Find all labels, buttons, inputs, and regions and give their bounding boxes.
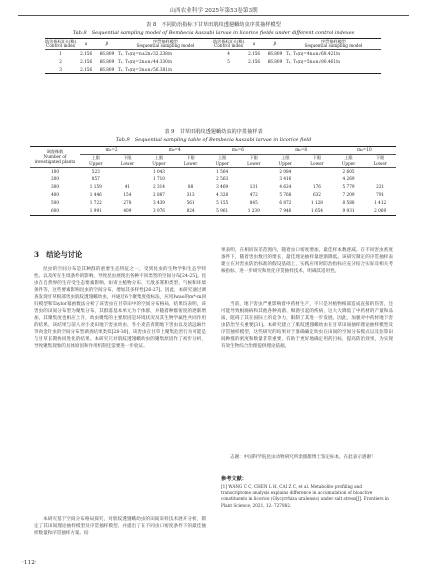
table-row: 1 2.156 66.809 T₁, T₂(n)=n±2n√32.238/n 4 2.156 66.809 T₁, T₂(n)=4n±n√68.421/n [59,51,340,57]
table-row: 500 1 722 278 3 439 561 5 155 845 6 872 1 128 8 588 1 412 [51,200,387,206]
t8-col-control-cn-2: 防治指标/(头/株) [212,39,245,44]
table-row: 600 1 991 409 3 976 824 5 961 1 239 7 946 1 654 9 931 2 069 [30,208,396,216]
table8-caption-cn: 表 8 不同防治指标下甘草田肌纹透翅蛾幼虫序贯抽样模型 [146,22,281,28]
t8-col-b-2: β [273,41,277,47]
t8-col-model-cn-2: 序贯抽样模型 [320,39,346,44]
t8-col-control-en: Control index [46,43,76,49]
body-paragraph: 本研究基于空间分布格局探究，对肌纹透翅蛾幼虫的田间采样技术展开分析，制定了其田间理论抽样模型及序贯抽样模型，并提出了在不同虫口密度条件下的最佳抽样数量和序贯抽样方案。结 [34,517,206,536]
t8-col-a: a [84,41,88,47]
table-row: 2 2.156 66.809 T₁, T₂(n)=2n±n√44.330/n 5 2.156 66.809 T₁, T₂(n)=5n±n√80.461/n [59,58,340,64]
body-paragraph: 当前，地下害虫严重影响着中药材生产，不只是对植物根部造成直接的伤害，还可能导致根腐病和其他各种真菌、细菌引起的疾病，这大大降低了中药材的产量和品质，阻碍了其在国际上的竞争力，限制了其进一步发展。因此，加强对中药材地下害虫防治至关重要[31]。本研究建立了肌纹透翅蛾幼虫在甘草田间抽样理论抽样模型及序贯抽样模型，这些研究的结果对于准确确定幼虫在田间的空间分布模式以及估算田间种群的密度和数量非常重要，有助于更好地确定用药目标，提高防治效果，为实现有效生物综合治理提供理论依据。 [221,302,393,349]
t8-col-model-en: Sequential sampling model [136,43,195,49]
t8-col-a-2: a [252,41,256,47]
acknowledgement: 志谢：中国科学院昆虫动物研究所余甜甜博士鉴定标本，在此表示感谢！ [230,455,376,460]
header-rule [18,15,409,16]
section-title: 3 结论与讨论 [34,250,83,259]
table9-caption-cn: 表 9 甘草田肌纹透翅蛾幼虫的序贯抽样表 [164,129,263,135]
table9: 调查株数 Number of investigated plants m₀=2 m₀=4 m₀=6 m₀=8 m₀=10 上限 下限 上限 下限 上限 下限 上限 下限 上限 下限 Upper Lower Upper Lower Upper Lower Upper Lower Upper Lower 100 523 1 043 1 564 2 084 2 605 200 857 1 710 2 563 3 416 4 269 300 1 159 41 2 314 88 3 469 131 4 624 176 5 779 221 400 1 446 154 2 887 313 4 328 472 5 768 632 7 209 791 500 1 722 278 3 439 561 5 155 845 6 872 1 128 8 588 1 412 600 1 991 409 3 976 824 5 961 1 239 7 946 1 654 9 931 2 069 [30,146,396,216]
body-paragraph: 昆虫的空间分布是其种群的重要生态特征之一，受到昆虫的生物学和生态学特性、以及所在生境条件的影响，导致昆虫展现出各种不同类型的空间分布[24-25]。昆虫在自然界的生存受生态要素影响，如寄主植物分布、天敌多寡和类型、气候和环境条件等，这些要素影响昆虫的空间分布，增加其多样性[26-27]。因此，本研究通过调查发现甘草根部害虫肌纹透翅蛾幼虫，并通过6个聚集度指标法，应用Iwao的m*-m回归模型和Taylor幂函数法分析了该害虫在甘草田中的空间分布格局，结果均表明，该害虫的田间分布型为聚集分布，其群落基本单元为个体群，并随着种群密度的逐渐增加，其聚集度也相应上升，幼虫聚集的主要原因是环境状况及其生物学属性共同作用的结果。该结果与前人对小麦田地下害虫幼虫、冬小麦苗青期地下害虫以及清远麻竹笋肉金针虫的空间分布型调查结果类似[28-30]，该害虫在甘草上聚集危害行为可能是与甘草长期协同进化的结果。本研究只对肌纹透翅蛾幼虫的聚集原因作了初步分析，导致聚集现象的具体原因和作用机制还需要进一步验证。 [34,267,206,349]
table9-caption-en: Tab.9 Sequential sampling table of Bembecia kaszabi larvae in licorice field [115,137,312,143]
table8-caption-en: Tab.8 Sequential sampling model of Bembecia kaszabi larvae in licorice fields under different control indexes [72,30,355,36]
t8-col-control-cn: 防治指标/(头/株) [45,39,77,44]
running-header: 山西农业科学 2025年第53卷第3期 [169,8,258,14]
t9-group: m₀=4 [168,147,181,153]
t8-col-b: β [105,41,109,47]
references-title: 参考文献： [221,476,247,482]
t9-stub-cn: 调查株数 [46,148,64,154]
table-row: 200 857 1 710 2 563 3 416 4 269 [51,176,355,182]
t9-group: m₀=2 [105,147,118,153]
t8-col-model-en-2: Sequential sampling model [304,43,363,49]
t8-col-control-en-2: Control index [214,43,244,49]
table-row: 3 2.156 66.809 T₁, T₂(n)=3n±n√56.381/n [45,66,381,74]
table-row: 100 523 1 043 1 564 2 084 2 605 [51,168,355,174]
t9-stub [30,147,80,168]
body-paragraph: 果表明，在相同误差范围内，随着虫口密度增加，最佳样本数逐减。在不同害虫密度条件下，随着害虫数目的增长，最佳理论抽样量逐渐降低。该研究制定的序贯抽样表建立在对害虫防治标准的假设基础上，实践应用时防治指标应充分结合实际及相关考核指标，进一步研究和优化序贯抽样技术，明确其适用性。 [221,248,393,274]
t9-group: m₀=8 [295,147,308,153]
table-row: 400 1 446 154 2 887 313 4 328 472 5 768 632 7 209 791 [51,192,385,198]
table-row: 300 1 159 41 2 314 88 3 469 131 4 624 176 5 779 221 [51,184,385,190]
t9-group: m₀=10 [357,147,372,153]
table8 [45,38,381,74]
t9-stub-en: Number of investigated plants [34,154,76,165]
t9-group: m₀=6 [232,147,244,153]
reference-item: [1] WANG C C, CHEN L H, CAI Z C, et al. Metabolite profiling and transcriptome analysis explains difference in accumulation of bioactive constituents in licorice (Glycyrrhiza uralensis) under salt stress[J]. Frontiers in Plant Science, 2021, 12: 727882. [221,484,389,508]
page-number: ·112· [22,560,37,566]
t8-col-model-cn: 序贯抽样模型 [152,39,178,44]
